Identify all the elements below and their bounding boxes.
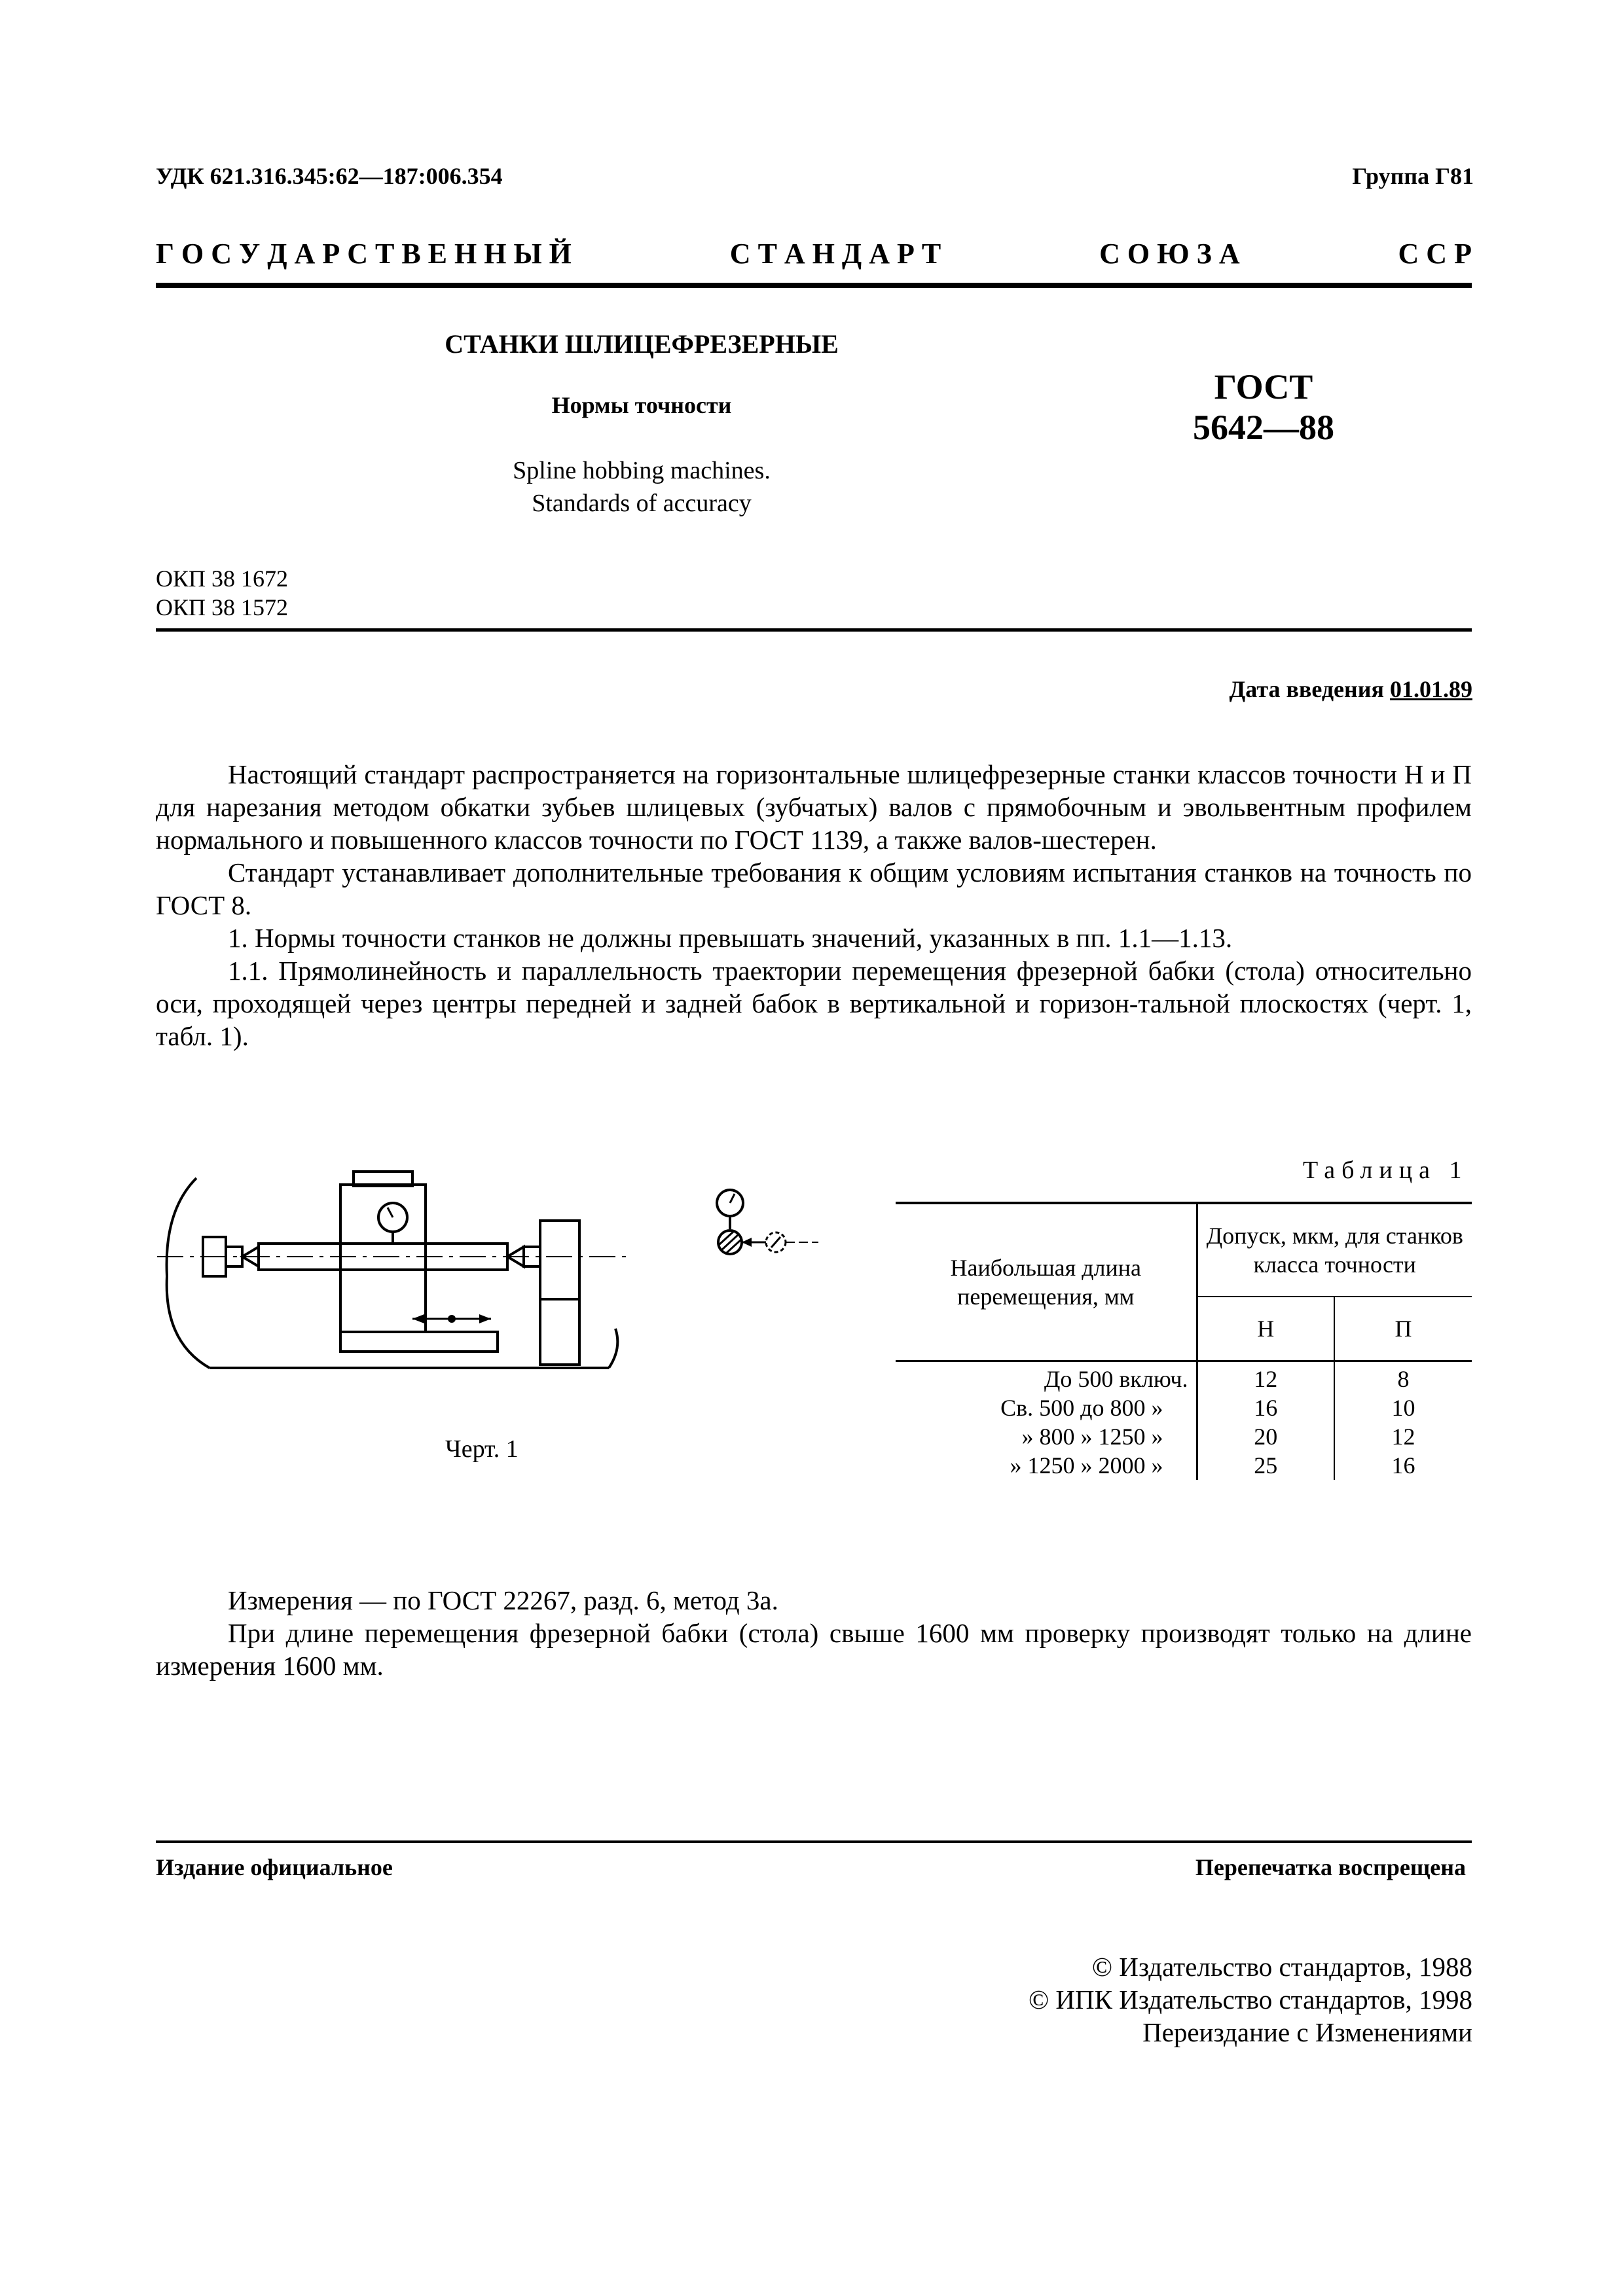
measurement-paragraph: Измерения — по ГОСТ 22267, разд. 6, метод 3а. bbox=[228, 1585, 778, 1615]
banner-word: Г О С У Д А Р С Т В Е Н Н Ы Й bbox=[156, 238, 572, 270]
p-tolerance-cell: 8 bbox=[1397, 1366, 1410, 1392]
state-standard-banner bbox=[156, 237, 1472, 270]
banner-word: С Т А Н Д А Р Т bbox=[729, 238, 941, 270]
table-row bbox=[896, 1393, 1472, 1422]
machine-schematic bbox=[151, 1158, 635, 1414]
body-paragraph: Стандарт устанавливает дополнительные требования к общим условиям испытания станков на точность по ГОСТ 8. bbox=[156, 857, 1472, 920]
footer-rule bbox=[156, 1840, 1472, 1843]
figure-caption: Черт. 1 bbox=[445, 1435, 519, 1463]
copyright-line: © Издательство стандартов, 1988 bbox=[1091, 1952, 1472, 1982]
n-tolerance-cell: 12 bbox=[1197, 1361, 1334, 1394]
udk-code: УДК 621.316.345:62—187:006.354 bbox=[156, 163, 503, 189]
date-label: Дата введения bbox=[1229, 676, 1384, 702]
english-title bbox=[367, 454, 917, 520]
length-cell: Св. 500 до 800 » bbox=[896, 1393, 1197, 1422]
official-edition-note: Издание официальное bbox=[156, 1854, 393, 1880]
length-cell: » 800 » 1250 » bbox=[896, 1422, 1197, 1451]
copyright-line: Переиздание с Изменениями bbox=[1142, 2017, 1472, 2047]
body-paragraph: 1.1. Прямолинейность и параллельность траектории перемещения фрезерной бабки (стола) относительно оси, проходящей через центры передней и задней бабок в вертикальной и горизон-тальной плоскостях (черт. 1, табл. 1). bbox=[156, 956, 1472, 1051]
reprint-prohibited-note: Перепечатка воспрещена bbox=[1195, 1854, 1466, 1880]
gost-designation bbox=[1152, 367, 1375, 448]
n-tolerance-cell: 25 bbox=[1197, 1451, 1334, 1480]
copyright-block bbox=[1029, 1950, 1472, 2049]
class-n-header: Н bbox=[1197, 1297, 1334, 1361]
rear-headstock-base bbox=[540, 1299, 579, 1365]
table-caption: Таблица 1 bbox=[1303, 1157, 1468, 1184]
p-tolerance-cell: 10 bbox=[1391, 1395, 1415, 1421]
okp-code: ОКП 38 1672 bbox=[156, 565, 289, 592]
class-p-header: П bbox=[1334, 1297, 1472, 1361]
length-column-header: Наибольшая длина перемещения, мм bbox=[896, 1203, 1197, 1361]
indicator-direction-diagram bbox=[701, 1185, 825, 1276]
title-rule bbox=[156, 628, 1472, 632]
table-row bbox=[896, 1361, 1472, 1394]
rear-headstock bbox=[540, 1221, 579, 1299]
table-row bbox=[896, 1422, 1472, 1451]
tolerance-table bbox=[896, 1202, 1472, 1480]
gost-label: ГОСТ bbox=[1214, 367, 1313, 406]
body-text bbox=[156, 758, 1472, 1052]
okp-code: ОКП 38 1572 bbox=[156, 594, 289, 620]
date-value: 01.01.89 bbox=[1390, 676, 1472, 702]
body-paragraph: 1. Нормы точности станков не должны превышать значений, указанных в пп. 1.1—1.13. bbox=[228, 923, 1233, 953]
n-tolerance-cell: 16 bbox=[1197, 1393, 1334, 1422]
n-tolerance-cell: 20 bbox=[1197, 1422, 1334, 1451]
header-rule bbox=[156, 283, 1472, 288]
document-title: СТАНКИ ШЛИЦЕФРЕЗЕРНЫЕ bbox=[445, 329, 839, 359]
p-tolerance-cell: 16 bbox=[1391, 1452, 1415, 1479]
p-tolerance-cell: 12 bbox=[1391, 1424, 1415, 1450]
group-code: Группа Г81 bbox=[1352, 163, 1474, 189]
slide-rail bbox=[340, 1332, 498, 1352]
body-paragraph: Настоящий стандарт распространяется на горизонтальные шлицефрезерные станки классов точности Н и П для нарезания методом обкатки зубьев шлицевых (зубчатых) валов с прямобочным и эвольвентным профилем нормального и повышенного классов точности по ГОСТ 1139, а также валов-шестерен. bbox=[156, 759, 1472, 855]
banner-word: С С Р bbox=[1398, 238, 1472, 270]
length-cell: » 1250 » 2000 » bbox=[896, 1451, 1197, 1480]
bed-break-line-right bbox=[609, 1329, 617, 1368]
measurement-text bbox=[156, 1584, 1472, 1682]
table-row bbox=[896, 1451, 1472, 1480]
measurement-paragraph: При длине перемещения фрезерной бабки (стола) свыше 1600 мм проверку производят только на длине измерения 1600 мм. bbox=[156, 1618, 1472, 1681]
english-title-line: Spline hobbing machines. bbox=[513, 457, 771, 484]
okp-codes bbox=[156, 564, 288, 622]
tolerance-column-header: Допуск, мкм, для станков класса точности bbox=[1197, 1203, 1472, 1297]
length-cell: До 500 включ. bbox=[896, 1361, 1197, 1394]
introduction-date bbox=[1230, 675, 1473, 703]
document-subtitle: Нормы точности bbox=[551, 392, 732, 418]
banner-word: С О Ю З А bbox=[1099, 238, 1240, 270]
english-title-line: Standards of accuracy bbox=[532, 490, 752, 517]
gost-number: 5642—88 bbox=[1193, 408, 1334, 447]
copyright-line: © ИПК Издательство стандартов, 1998 bbox=[1028, 1984, 1472, 2015]
